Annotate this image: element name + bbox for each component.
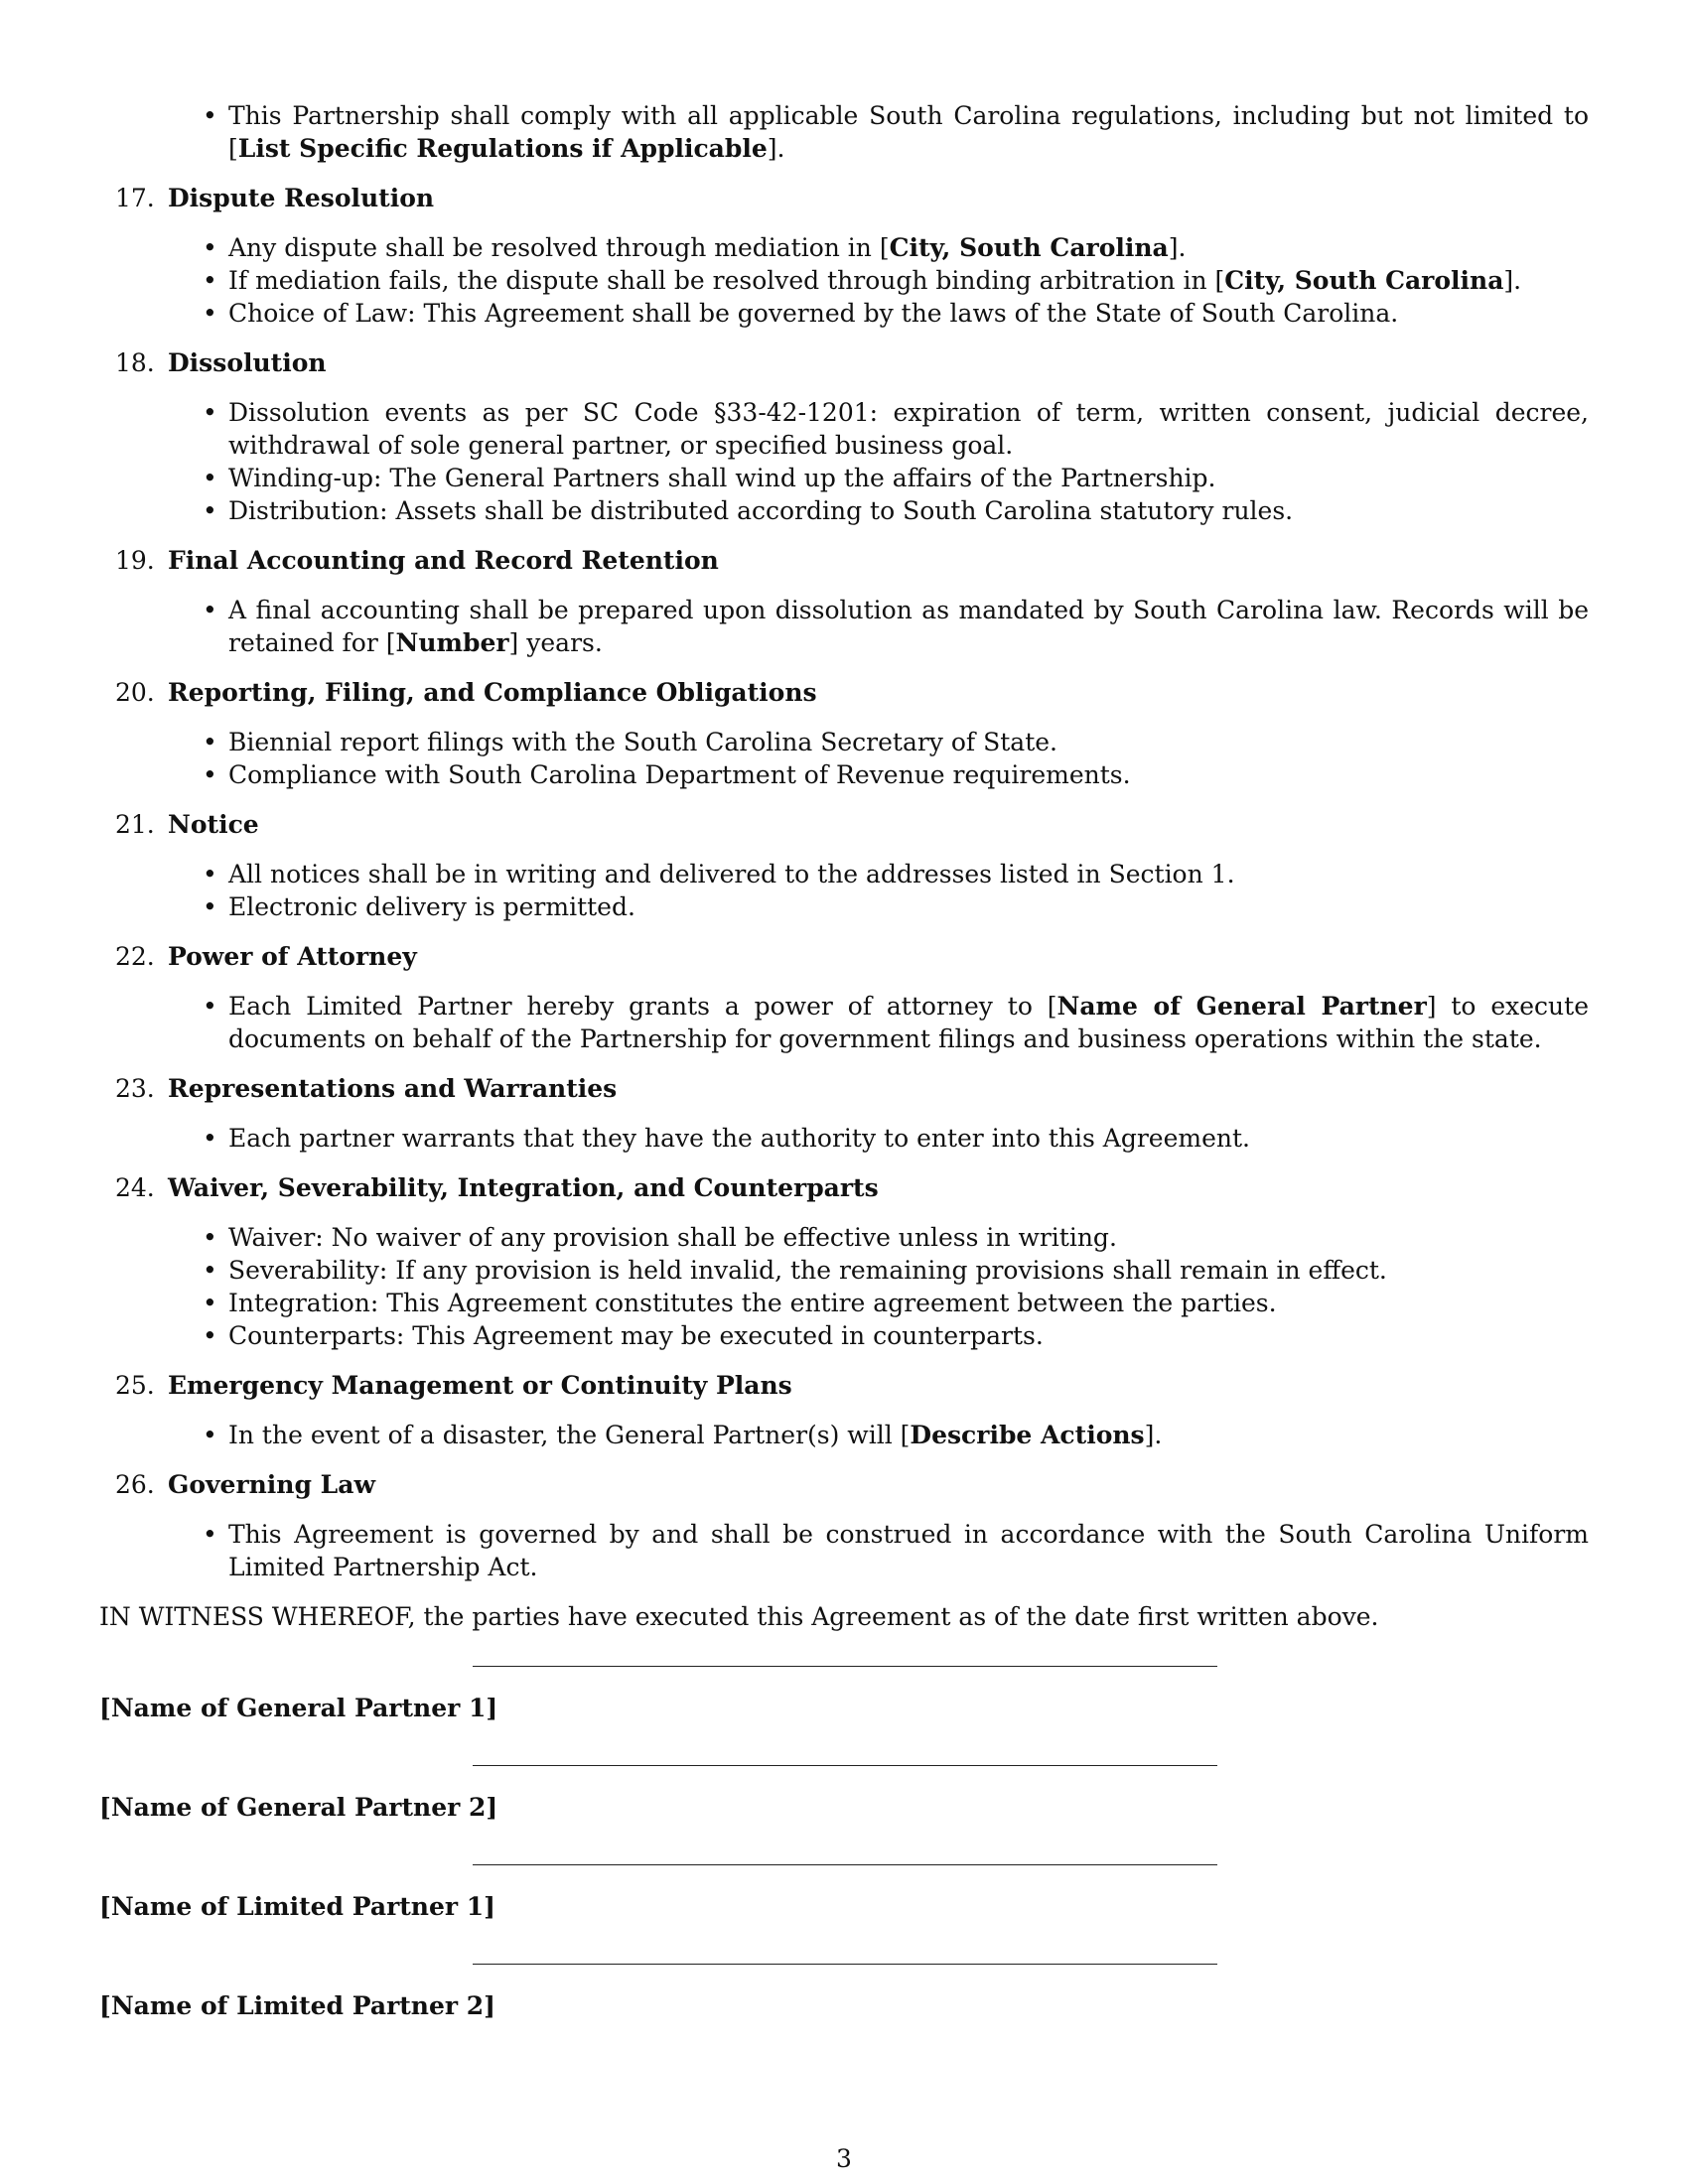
- section-20: [99, 676, 1589, 791]
- bullet-list: [168, 1518, 1589, 1583]
- bullet-text: [228, 99, 1589, 165]
- bullet-text: [228, 594, 1589, 659]
- bullet-text: [228, 858, 1589, 890]
- list-item: [168, 594, 1589, 659]
- bullet-text: [228, 1287, 1589, 1319]
- placeholder-text: Describe Actions: [910, 1421, 1145, 1449]
- bullet-text: [228, 1221, 1589, 1254]
- section-24: [99, 1171, 1589, 1352]
- bullet-text: [228, 890, 1589, 923]
- section-number: 25.: [115, 1371, 155, 1400]
- list-item: [168, 1319, 1589, 1352]
- text-run: Choice of Law: This Agreement shall be governed by the laws of the State of South Carolina.: [228, 299, 1399, 328]
- signatory-name: [Name of Limited Partner 2]: [99, 1991, 495, 2020]
- text-run: This Partnership shall comply with all applicable South Carolina regulations, including but not limited to [: [228, 101, 1589, 163]
- text-run: If mediation fails, the dispute shall be resolved through binding arbitration in [: [228, 266, 1225, 295]
- text-run: In the event of a disaster, the General Partner(s) will [: [228, 1421, 911, 1449]
- text-run: Any dispute shall be resolved through mediation in [: [228, 233, 890, 262]
- section-17: [99, 182, 1589, 330]
- text-run: Counterparts: This Agreement may be executed in counterparts.: [228, 1321, 1044, 1350]
- bullet-text: [228, 758, 1589, 791]
- signature-block: [99, 1749, 1589, 1848]
- list-item: [168, 264, 1589, 297]
- signatory-name: [Name of General Partner 2]: [99, 1793, 498, 1822]
- signature-line[interactable]: [473, 1964, 1217, 1965]
- section-title: Final Accounting and Record Retention: [168, 546, 719, 575]
- text-run: Waiver: No waiver of any provision shall be effective unless in writing.: [228, 1223, 1117, 1252]
- section-title: Waiver, Severability, Integration, and Counterparts: [168, 1173, 879, 1202]
- placeholder-text: Name of General Partner: [1056, 992, 1427, 1021]
- list-item: [168, 1122, 1589, 1155]
- text-run: Each partner warrants that they have the authority to enter into this Agreement.: [228, 1124, 1250, 1153]
- section-18: [99, 346, 1589, 527]
- text-run: ].: [767, 134, 785, 163]
- signatory-name: [Name of Limited Partner 1]: [99, 1892, 495, 1921]
- section-number: 20.: [115, 678, 155, 707]
- list-item: [168, 1518, 1589, 1583]
- section-23: [99, 1072, 1589, 1155]
- text-run: A final accounting shall be prepared upon dissolution as mandated by South Carolina law. Records will be retained for [: [228, 596, 1589, 657]
- text-run: This Agreement is governed by and shall be construed in accordance with the South Carolina Uniform Limited Partnership Act.: [228, 1520, 1589, 1581]
- list-item: [168, 726, 1589, 758]
- section-19: [99, 544, 1589, 659]
- placeholder-text: City, South Carolina: [1224, 266, 1504, 295]
- section-title: Representations and Warranties: [168, 1074, 618, 1103]
- section-number: 23.: [115, 1074, 155, 1103]
- list-item: [168, 396, 1589, 462]
- text-run: ] years.: [508, 628, 603, 657]
- bullet-text: [228, 231, 1589, 264]
- signature-line[interactable]: [473, 1666, 1217, 1667]
- bullet-text: [228, 396, 1589, 462]
- text-run: All notices shall be in writing and delivered to the addresses listed in Section 1.: [228, 860, 1235, 888]
- list-item: [168, 858, 1589, 890]
- section-list: [99, 182, 1589, 1583]
- bullet-list: [168, 231, 1589, 330]
- section-title: Dispute Resolution: [168, 184, 435, 212]
- signature-block: [99, 1848, 1589, 1948]
- signature-area: [99, 1650, 1589, 2047]
- bullet-list: [168, 858, 1589, 923]
- text-run: Integration: This Agreement constitutes the entire agreement between the parties.: [228, 1289, 1277, 1317]
- bullet-text: [228, 1419, 1589, 1451]
- bullet-list: [168, 594, 1589, 659]
- section-25: [99, 1369, 1589, 1451]
- list-item: [168, 462, 1589, 494]
- list-item: [168, 231, 1589, 264]
- document-page: [99, 99, 1589, 2047]
- signature-line[interactable]: [473, 1765, 1217, 1766]
- text-run: Compliance with South Carolina Department of Revenue requirements.: [228, 760, 1131, 789]
- text-run: Electronic delivery is permitted.: [228, 892, 635, 921]
- list-item: [168, 1221, 1589, 1254]
- text-run: Winding-up: The General Partners shall wind up the affairs of the Partnership.: [228, 464, 1216, 492]
- section-number: 26.: [115, 1470, 155, 1499]
- bullet-text: [228, 494, 1589, 527]
- intro-bullet-list: [99, 99, 1589, 165]
- bullet-text: [228, 1319, 1589, 1352]
- text-run: Distribution: Assets shall be distributed according to South Carolina statutory rules.: [228, 496, 1294, 525]
- bullet-text: [228, 264, 1589, 297]
- section-title: Power of Attorney: [168, 942, 417, 971]
- list-item: [168, 1287, 1589, 1319]
- list-item: [168, 494, 1589, 527]
- bullet-text: [228, 462, 1589, 494]
- text-run: Biennial report filings with the South Carolina Secretary of State.: [228, 728, 1057, 756]
- signature-block: [99, 1948, 1589, 2047]
- placeholder-text: City, South Carolina: [889, 233, 1169, 262]
- list-item: [168, 1254, 1589, 1287]
- bullet-list: [168, 1122, 1589, 1155]
- list-item: [168, 990, 1589, 1055]
- section-number: 21.: [115, 810, 155, 839]
- bullet-text: [228, 1518, 1589, 1583]
- bullet-list: [168, 1419, 1589, 1451]
- section-number: 22.: [115, 942, 155, 971]
- section-title: Notice: [168, 810, 259, 839]
- bullet-text: [228, 297, 1589, 330]
- text-run: ].: [1144, 1421, 1163, 1449]
- section-number: 17.: [115, 184, 155, 212]
- list-item: [168, 297, 1589, 330]
- section-title: Dissolution: [168, 348, 327, 377]
- section-title: Governing Law: [168, 1470, 375, 1499]
- text-run: Each Limited Partner hereby grants a power of attorney to [: [228, 992, 1057, 1021]
- text-run: Dissolution events as per SC Code §33-42-1201: expiration of term, written consent, judicial decree, withdrawal of sole general partner, or specified business goal.: [228, 398, 1589, 460]
- list-item: [99, 99, 1589, 165]
- text-run: ].: [1503, 266, 1522, 295]
- signature-line[interactable]: [473, 1864, 1217, 1865]
- section-title: Emergency Management or Continuity Plans: [168, 1371, 792, 1400]
- page-number: 3: [836, 2144, 852, 2173]
- section-number: 24.: [115, 1173, 155, 1202]
- signature-block: [99, 1650, 1589, 1749]
- placeholder-text: List Specific Regulations if Applicable: [237, 134, 768, 163]
- section-title: Reporting, Filing, and Compliance Obligations: [168, 678, 817, 707]
- bullet-list: [168, 990, 1589, 1055]
- placeholder-text: Number: [395, 628, 509, 657]
- bullet-text: [228, 726, 1589, 758]
- list-item: [168, 758, 1589, 791]
- text-run: ] to execute documents on behalf of the Partnership for government filings and business operations within the state.: [228, 992, 1589, 1053]
- bullet-list: [168, 1221, 1589, 1352]
- section-21: [99, 808, 1589, 923]
- section-number: 18.: [115, 348, 155, 377]
- section-22: [99, 940, 1589, 1055]
- text-run: Severability: If any provision is held invalid, the remaining provisions shall remain in effect.: [228, 1256, 1387, 1285]
- signatory-name: [Name of General Partner 1]: [99, 1694, 498, 1722]
- bullet-text: [228, 1254, 1589, 1287]
- witness-clause: IN WITNESS WHEREOF, the parties have executed this Agreement as of the date first written above.: [99, 1602, 1379, 1631]
- list-item: [168, 1419, 1589, 1451]
- bullet-text: [228, 990, 1589, 1055]
- bullet-list: [168, 726, 1589, 791]
- bullet-list: [168, 396, 1589, 527]
- list-item: [168, 890, 1589, 923]
- section-26: [99, 1468, 1589, 1583]
- text-run: ].: [1168, 233, 1187, 262]
- section-number: 19.: [115, 546, 155, 575]
- bullet-text: [228, 1122, 1589, 1155]
